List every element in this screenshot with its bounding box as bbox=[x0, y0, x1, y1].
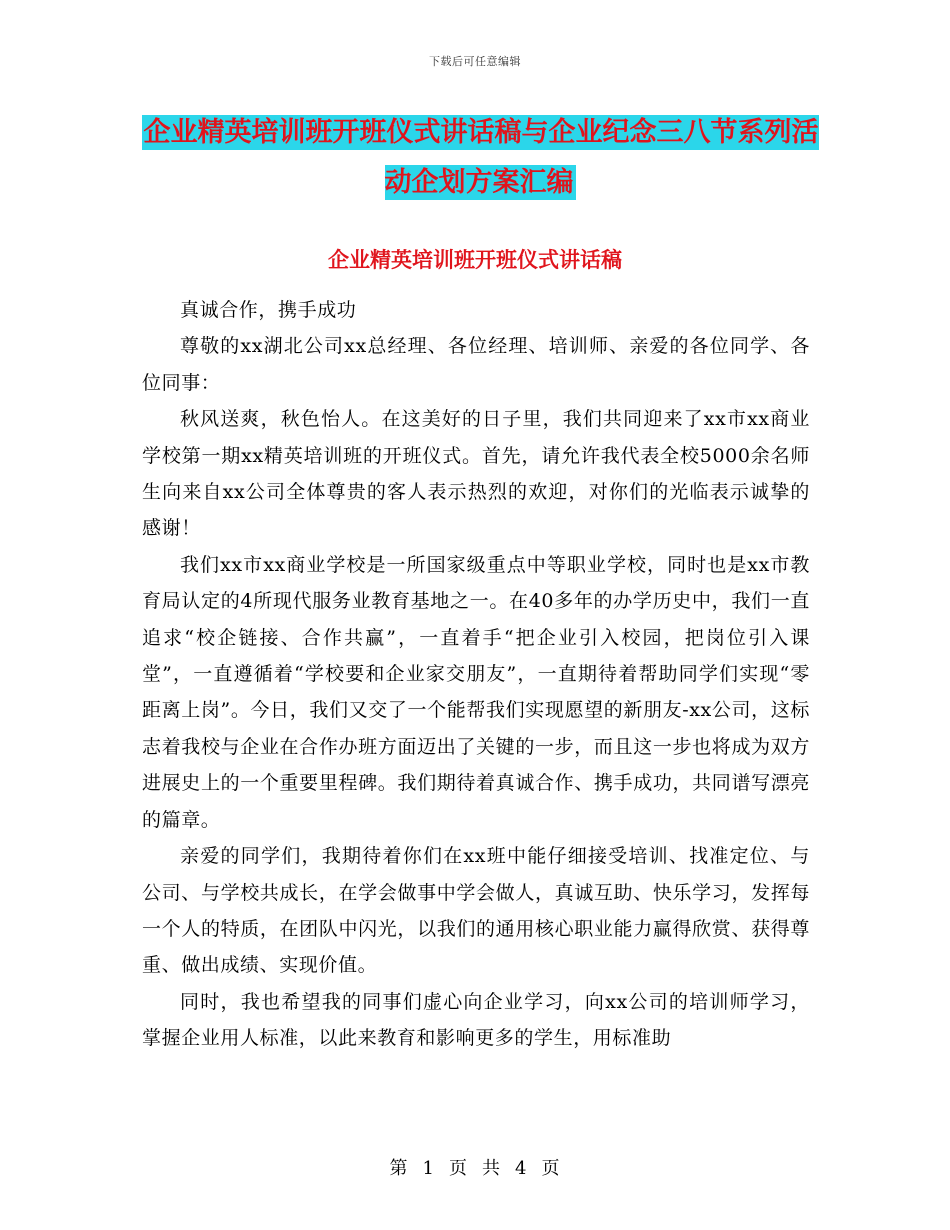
header-note: 下载后可任意编辑 bbox=[429, 55, 521, 68]
paragraph: 真诚合作，携手成功 bbox=[180, 299, 357, 321]
footer-current-page: 1 bbox=[422, 1158, 435, 1179]
paragraph: 同时，我也希望我的同事们虚心向企业学习，向xx公司的培训师学习，掌握企业用人标准，以此来教育和影响更多的学生，用标准助 bbox=[142, 990, 810, 1050]
document-title-text: 企业精英培训班开班仪式讲话稿与企业纪念三八节系列活动企划方案汇编 bbox=[143, 117, 819, 198]
footer-total-pages: 4 bbox=[515, 1158, 528, 1179]
paragraph: 尊敬的xx湖北公司xx总经理、各位经理、培训师、亲爱的各位同学、各位同事： bbox=[142, 335, 810, 394]
document-body bbox=[142, 292, 810, 1057]
page-footer bbox=[0, 1154, 950, 1180]
footer-label-page: 第 bbox=[389, 1158, 409, 1179]
footer-label-total-unit: 页 bbox=[541, 1158, 561, 1179]
paragraph: 亲爱的同学们，我期待着你们在xx班中能仔细接受培训、找准定位、与公司、与学校共成长，在学会做事中学会做人，真诚互助、快乐学习，发挥每一个人的特质，在团队中闪光，以我们的通用核心职业能力赢得欣赏、获得尊重、做出成绩、实现价值。 bbox=[142, 845, 810, 977]
paragraph: 秋风送爽，秋色怡人。在这美好的日子里，我们共同迎来了xx市xx商业学校第一期xx精英培训班的开班仪式。首先，请允许我代表全校5000余名师生向来自xx公司全体尊贵的客人表示热烈的欢迎，对你们的光临表示诚挚的感谢！ bbox=[142, 408, 810, 540]
footer-label-page-unit: 页 bbox=[449, 1158, 468, 1179]
footer-label-total: 共 bbox=[482, 1158, 501, 1179]
paragraph: 我们xx市xx商业学校是一所国家级重点中等职业学校，同时也是xx市教育局认定的4所现代服务业教育基地之一。在40多年的办学历史中，我们一直追求“校企链接、合作共赢”，一直着手“把企业引入校园，把岗位引入课堂”，一直遵循着“学校要和企业家交朋友”，一直期待着帮助同学们实现“零距离上岗”。今日，我们又交了一个能帮我们实现愿望的新朋友-xx公司，这标志着我校与企业在合作办班方面迈出了关键的一步，而且这一步也将成为双方进展史上的一个重要里程碑。我们期待着真诚合作、携手成功，共同谱写漂亮的篇章。 bbox=[142, 553, 810, 831]
document-title bbox=[140, 108, 820, 208]
section-title: 企业精英培训班开班仪式讲话稿 bbox=[328, 248, 622, 272]
